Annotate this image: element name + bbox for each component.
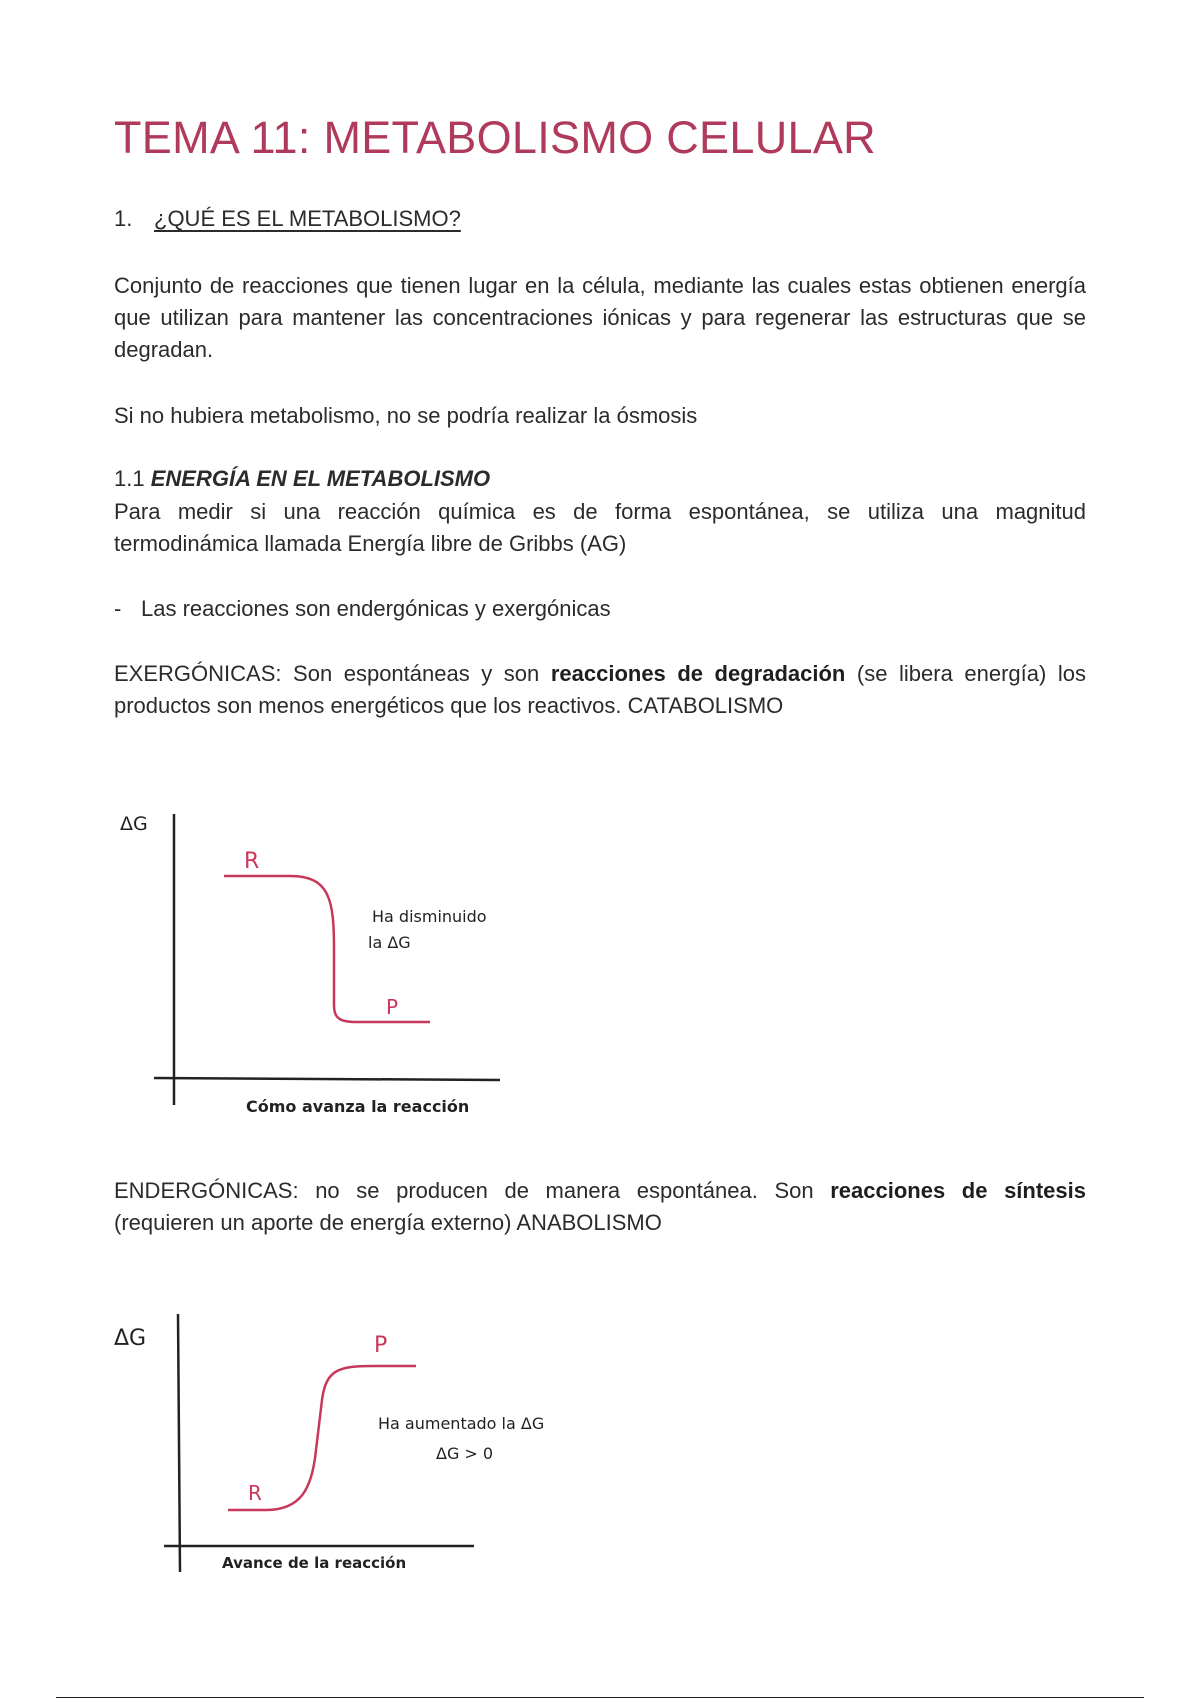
exergonic-lead: EXERGÓNICAS: Son espontáneas y son: [114, 661, 551, 686]
chart1-xlabel: Cómo avanza la reacción: [246, 1097, 470, 1116]
section-number: 1.: [114, 206, 133, 231]
section-title: ¿QUÉ ES EL METABOLISMO?: [154, 206, 461, 231]
chart1-annotation-1: Ha disminuido: [372, 907, 487, 926]
chart2-label-p: P: [374, 1333, 388, 1358]
subsection-number: 1.1: [114, 466, 145, 491]
section-heading-1: [114, 206, 461, 232]
endergonic-bold: reacciones de síntesis: [830, 1178, 1087, 1203]
chart1-annotation-2: la ΔG: [368, 933, 411, 952]
page-title: TEMA 11: METABOLISMO CELULAR: [114, 112, 876, 163]
footer-divider: [56, 1697, 1144, 1698]
endergonic-paragraph: [114, 1175, 1086, 1239]
chart2-annotation-2: ΔG > 0: [436, 1444, 494, 1463]
subsection-heading-1-1: [114, 466, 490, 492]
chart2-label-r: R: [248, 1481, 262, 1505]
exergonic-bold: reacciones de degradación: [550, 661, 846, 686]
bullet-dash: -: [114, 596, 122, 621]
exergonic-tail: (se libera energía) los productos son menos energéticos que los reactivos. CATABOLISMO: [114, 661, 1086, 718]
chart2-xlabel: Avance de la reacción: [222, 1554, 407, 1572]
chart2-annotation-1: Ha aumentado la ΔG: [378, 1414, 545, 1433]
chart2-y-axis: [178, 1314, 180, 1572]
definition-paragraph: Conjunto de reacciones que tienen lugar en la célula, mediante las cuales estas obtienen energía que utilizan para mantener las concentraciones iónicas y para regenerar las estructuras que se degradan.: [114, 273, 1086, 362]
exergonic-paragraph: [114, 658, 1086, 722]
chart2-ylabel: ΔG: [114, 1326, 147, 1351]
gibbs-paragraph: Para medir si una reacción química es de forma espontánea, se utiliza una magnitud termodinámica llamada Energía libre de Gribbs (AG): [114, 499, 1086, 556]
endergonic-lead: ENDERGÓNICAS: no se producen de manera espontánea. Son: [114, 1178, 831, 1203]
chart1-ylabel: ΔG: [120, 813, 148, 835]
osmosis-paragraph: Si no hubiera metabolismo, no se podría realizar la ósmosis: [114, 403, 698, 428]
chart1-label-r: R: [244, 849, 260, 874]
chart1-x-axis: [154, 1078, 500, 1080]
subsection-title: ENERGÍA EN EL METABOLISMO: [150, 466, 491, 491]
endergonic-chart: [0, 1300, 620, 1590]
exergonic-chart: [0, 800, 560, 1130]
endergonic-tail: (requieren un aporte de energía externo) ANABOLISMO: [114, 1210, 662, 1235]
chart1-label-p: P: [386, 995, 399, 1019]
bullet-item: [114, 596, 611, 622]
bullet-text: Las reacciones son endergónicas y exergónicas: [141, 596, 611, 621]
